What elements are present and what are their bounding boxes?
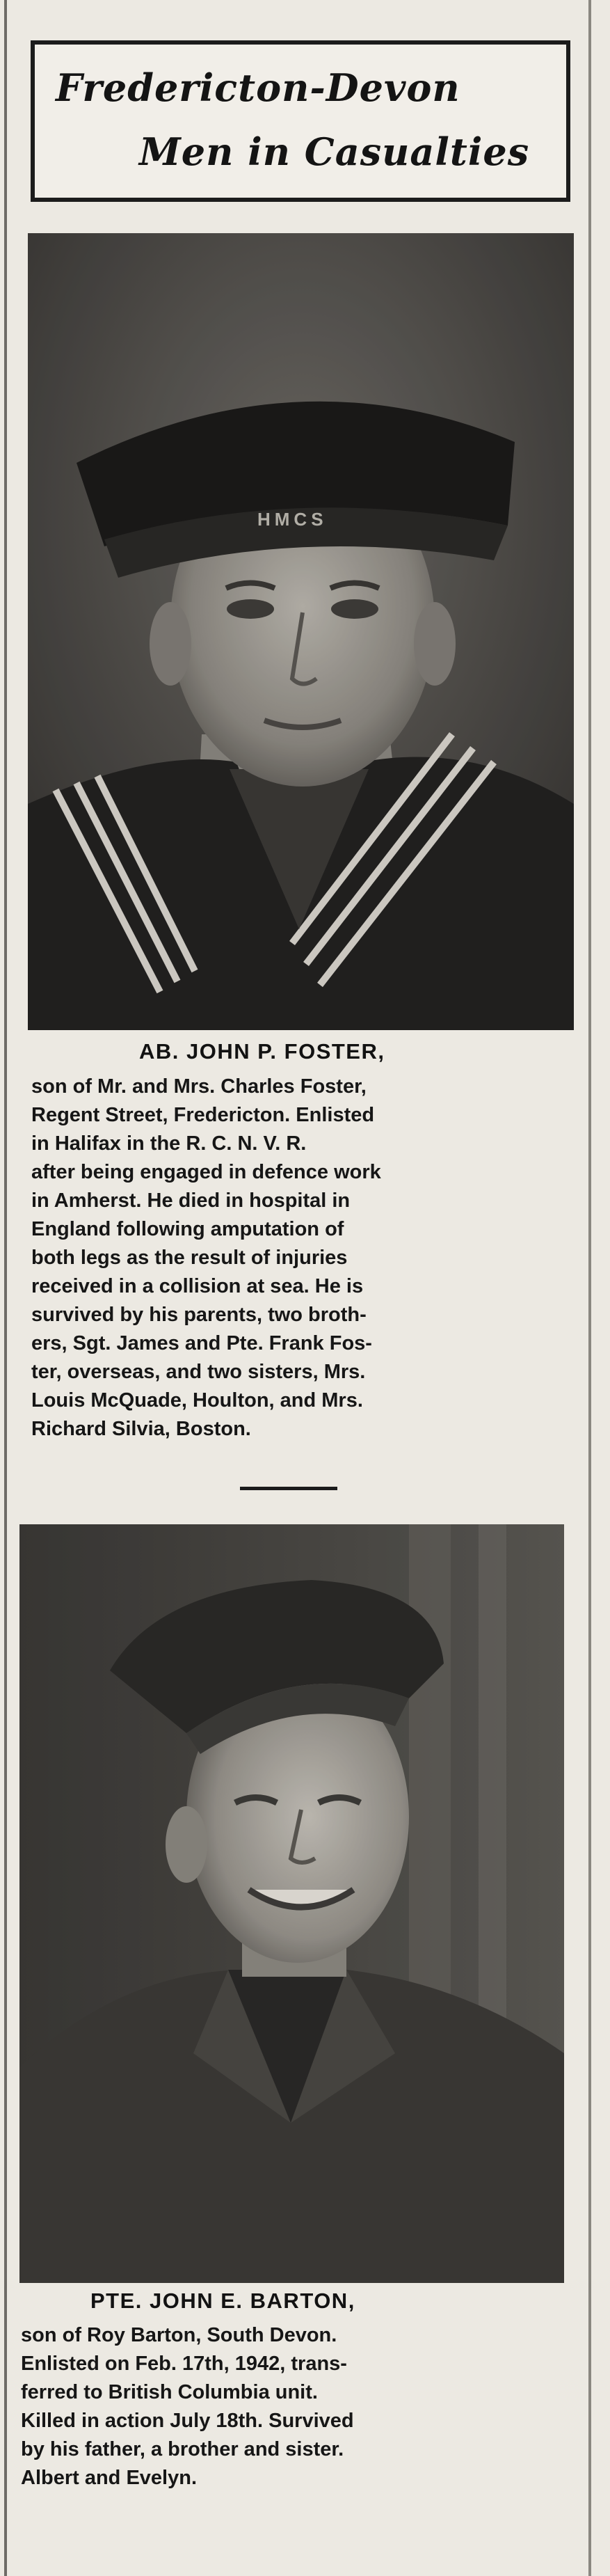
caption-line: in Halifax in the R. C. N. V. R. — [31, 1132, 307, 1155]
left-column-rule — [4, 0, 7, 2576]
foster-portrait-illustration — [28, 233, 574, 1030]
caption-line: Enlisted on Feb. 17th, 1942, trans- — [21, 2353, 347, 2375]
caption-line: ers, Sgt. James and Pte. Frank Fos- — [31, 1332, 372, 1354]
caption-line: ter, overseas, and two sisters, Mrs. — [31, 1361, 366, 1383]
foster-portrait-photo — [28, 233, 574, 1030]
caption-line: received in a collision at sea. He is — [31, 1275, 364, 1297]
cap-tally-text: HMCS — [257, 509, 328, 530]
entry-separator-rule — [240, 1487, 337, 1490]
caption-line: son of Mr. and Mrs. Charles Foster, — [31, 1075, 367, 1098]
barton-name-caption: PTE. JOHN E. BARTON, — [90, 2289, 355, 2313]
caption-line: in Amherst. He died in hospital in — [31, 1190, 351, 1212]
barton-portrait-photo — [19, 1524, 564, 2283]
caption-line: by his father, a brother and sister. — [21, 2438, 344, 2460]
caption-line: Killed in action July 18th. Survived — [21, 2410, 354, 2432]
headline-line-1: Fredericton-Devon — [56, 65, 460, 110]
foster-caption-text — [31, 1073, 581, 1444]
caption-line: Richard Silvia, Boston. — [31, 1418, 251, 1440]
barton-caption-text — [21, 2321, 577, 2492]
caption-line: Albert and Evelyn. — [21, 2467, 198, 2489]
caption-line: Louis McQuade, Houlton, and Mrs. — [31, 1389, 363, 1412]
caption-line: after being engaged in defence work — [31, 1161, 381, 1183]
caption-line: survived by his parents, two broth- — [31, 1304, 367, 1326]
right-column-rule — [588, 0, 591, 2576]
caption-line: England following amputation of — [31, 1218, 344, 1240]
caption-line: Regent Street, Fredericton. Enlisted — [31, 1104, 375, 1126]
foster-name-caption: AB. JOHN P. FOSTER, — [139, 1039, 385, 1064]
caption-line: son of Roy Barton, South Devon. — [21, 2324, 337, 2346]
headline-line-2: Men in Casualties — [139, 129, 530, 174]
caption-line: ferred to British Columbia unit. — [21, 2381, 318, 2403]
barton-portrait-illustration — [19, 1524, 564, 2283]
headline-box — [31, 40, 570, 202]
caption-line: both legs as the result of injuries — [31, 1247, 348, 1269]
